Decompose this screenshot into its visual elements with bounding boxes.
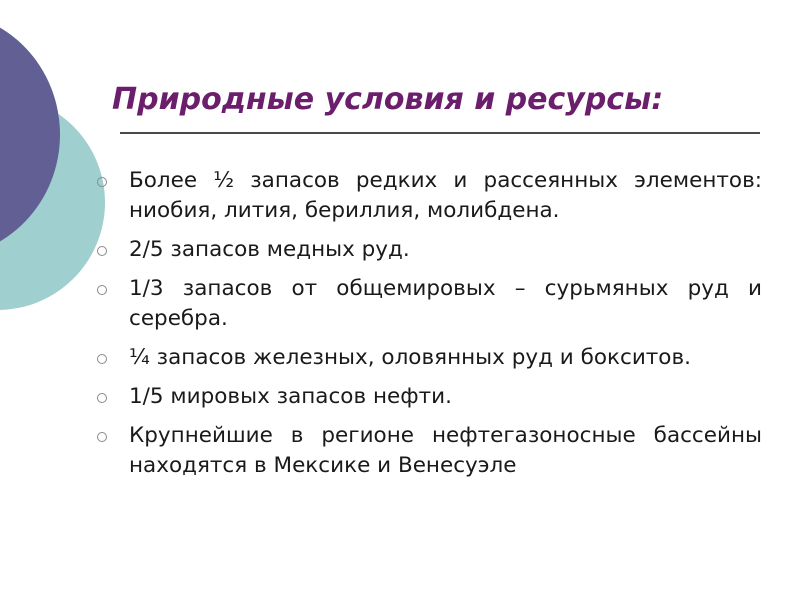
list-item-text: Крупнейшие в регионе нефтегазоносные бассейны находятся в Мексике и Венесуэле xyxy=(129,423,762,478)
bullet-circle-icon xyxy=(97,432,107,442)
list-item-text: ¼ запасов железных, оловянных руд и бокситов. xyxy=(129,345,691,370)
list-item xyxy=(95,274,762,334)
bullet-list xyxy=(95,166,762,490)
list-item-text: 2/5 запасов медных руд. xyxy=(129,237,410,262)
list-item xyxy=(95,382,762,412)
list-item-text: 1/5 мировых запасов нефти. xyxy=(129,384,452,409)
bullet-circle-icon xyxy=(97,354,107,364)
slide-title: Природные условия и ресурсы: xyxy=(112,82,664,117)
bullet-circle-icon xyxy=(97,246,107,256)
list-item xyxy=(95,235,762,265)
bullet-circle-icon xyxy=(97,177,107,187)
list-item xyxy=(95,421,762,481)
bullet-circle-icon xyxy=(97,285,107,295)
title-underline xyxy=(120,132,760,134)
list-item-text: 1/3 запасов от общемировых – сурьмяных руд и серебра. xyxy=(129,276,762,331)
bullet-circle-icon xyxy=(97,393,107,403)
list-item xyxy=(95,343,762,373)
list-item-text: Более ½ запасов редких и рассеянных элементов: ниобия, лития, бериллия, молибдена. xyxy=(129,168,762,223)
list-item xyxy=(95,166,762,226)
